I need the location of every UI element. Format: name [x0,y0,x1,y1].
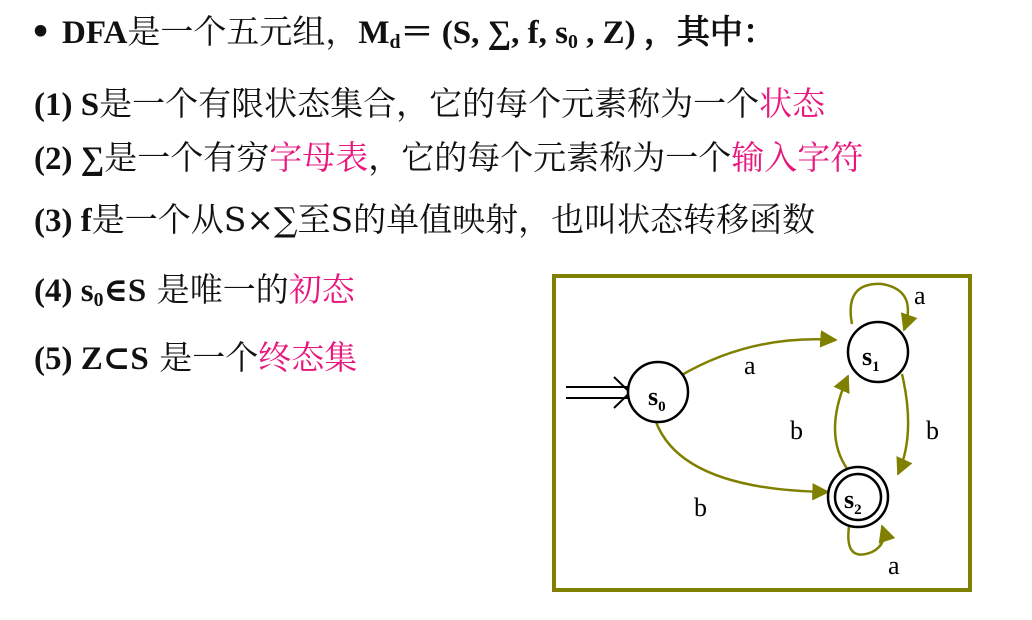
label-s1-s1: a [914,281,926,310]
item-text: ，它的每个元素称为一个 [368,138,732,177]
item-3 [34,200,815,241]
item-symbol: s [80,273,94,309]
item-number: (3) [34,203,81,239]
item-4 [34,270,355,320]
state-s0 [628,362,688,422]
item-2 [34,138,863,179]
state-s1 [848,322,908,382]
svg-text:s1: $s_1$ [862,342,880,375]
item-number: (5) [34,341,81,377]
start-arrow-icon [566,377,630,408]
highlight-term: 状态 [759,84,826,123]
label-s0-s1: a [744,351,756,380]
item-subscript: 0 [93,288,104,311]
label-s1-s2: b [926,416,939,445]
highlight-term: 输入字符 [731,138,864,177]
label-s0-s2: b [694,493,707,522]
tuple-start: ＝ (S, ∑, f, s [400,15,568,51]
tuple-end: , Z) ，其中： [577,15,776,51]
highlight-term: 终态集 [258,338,358,377]
item-number: (2) [34,141,81,177]
item-text: 是唯一的 [146,270,289,309]
item-text: 是一个从S×∑至S的单值映射，也叫状态转移函数 [91,200,816,239]
item-5 [34,338,357,379]
item-symbol: Z⊂S [80,341,149,377]
definition-text: 是一个五元组， [127,12,359,51]
bullet-dot-icon: • [30,12,52,51]
transition-s1-s2 [898,374,908,474]
item-symbol: S [80,87,100,123]
item-relation: ∈S [103,273,147,309]
item-text: 是一个有限状态集合，它的每个元素称为一个 [99,84,760,123]
dfa-state-diagram [552,274,972,594]
svg-text:s2: $s_2$ [844,485,862,518]
highlight-term: 初态 [288,270,355,309]
state-s2-accepting [828,467,888,527]
item-symbol: f [80,203,92,239]
item-number: (1) [34,87,81,123]
dfa-term: DFA [62,15,128,51]
item-symbol: ∑ [80,141,105,177]
item-1 [34,84,825,125]
transition-s0-s1 [680,339,836,376]
label-s2-s2: a [888,551,900,580]
s0-subscript: 0 [568,30,578,53]
item-text: 是一个 [148,338,259,377]
dfa-definition [62,12,776,62]
highlight-term: 字母表 [269,138,369,177]
m-symbol: M [358,15,390,51]
item-text: 是一个有穷 [104,138,270,177]
item-number: (4) [34,273,81,309]
transition-s2-s1 [835,376,848,470]
m-subscript: d [389,30,401,53]
label-s2-s1: b [790,416,803,445]
svg-text:s0: $s_0$ [648,382,666,415]
